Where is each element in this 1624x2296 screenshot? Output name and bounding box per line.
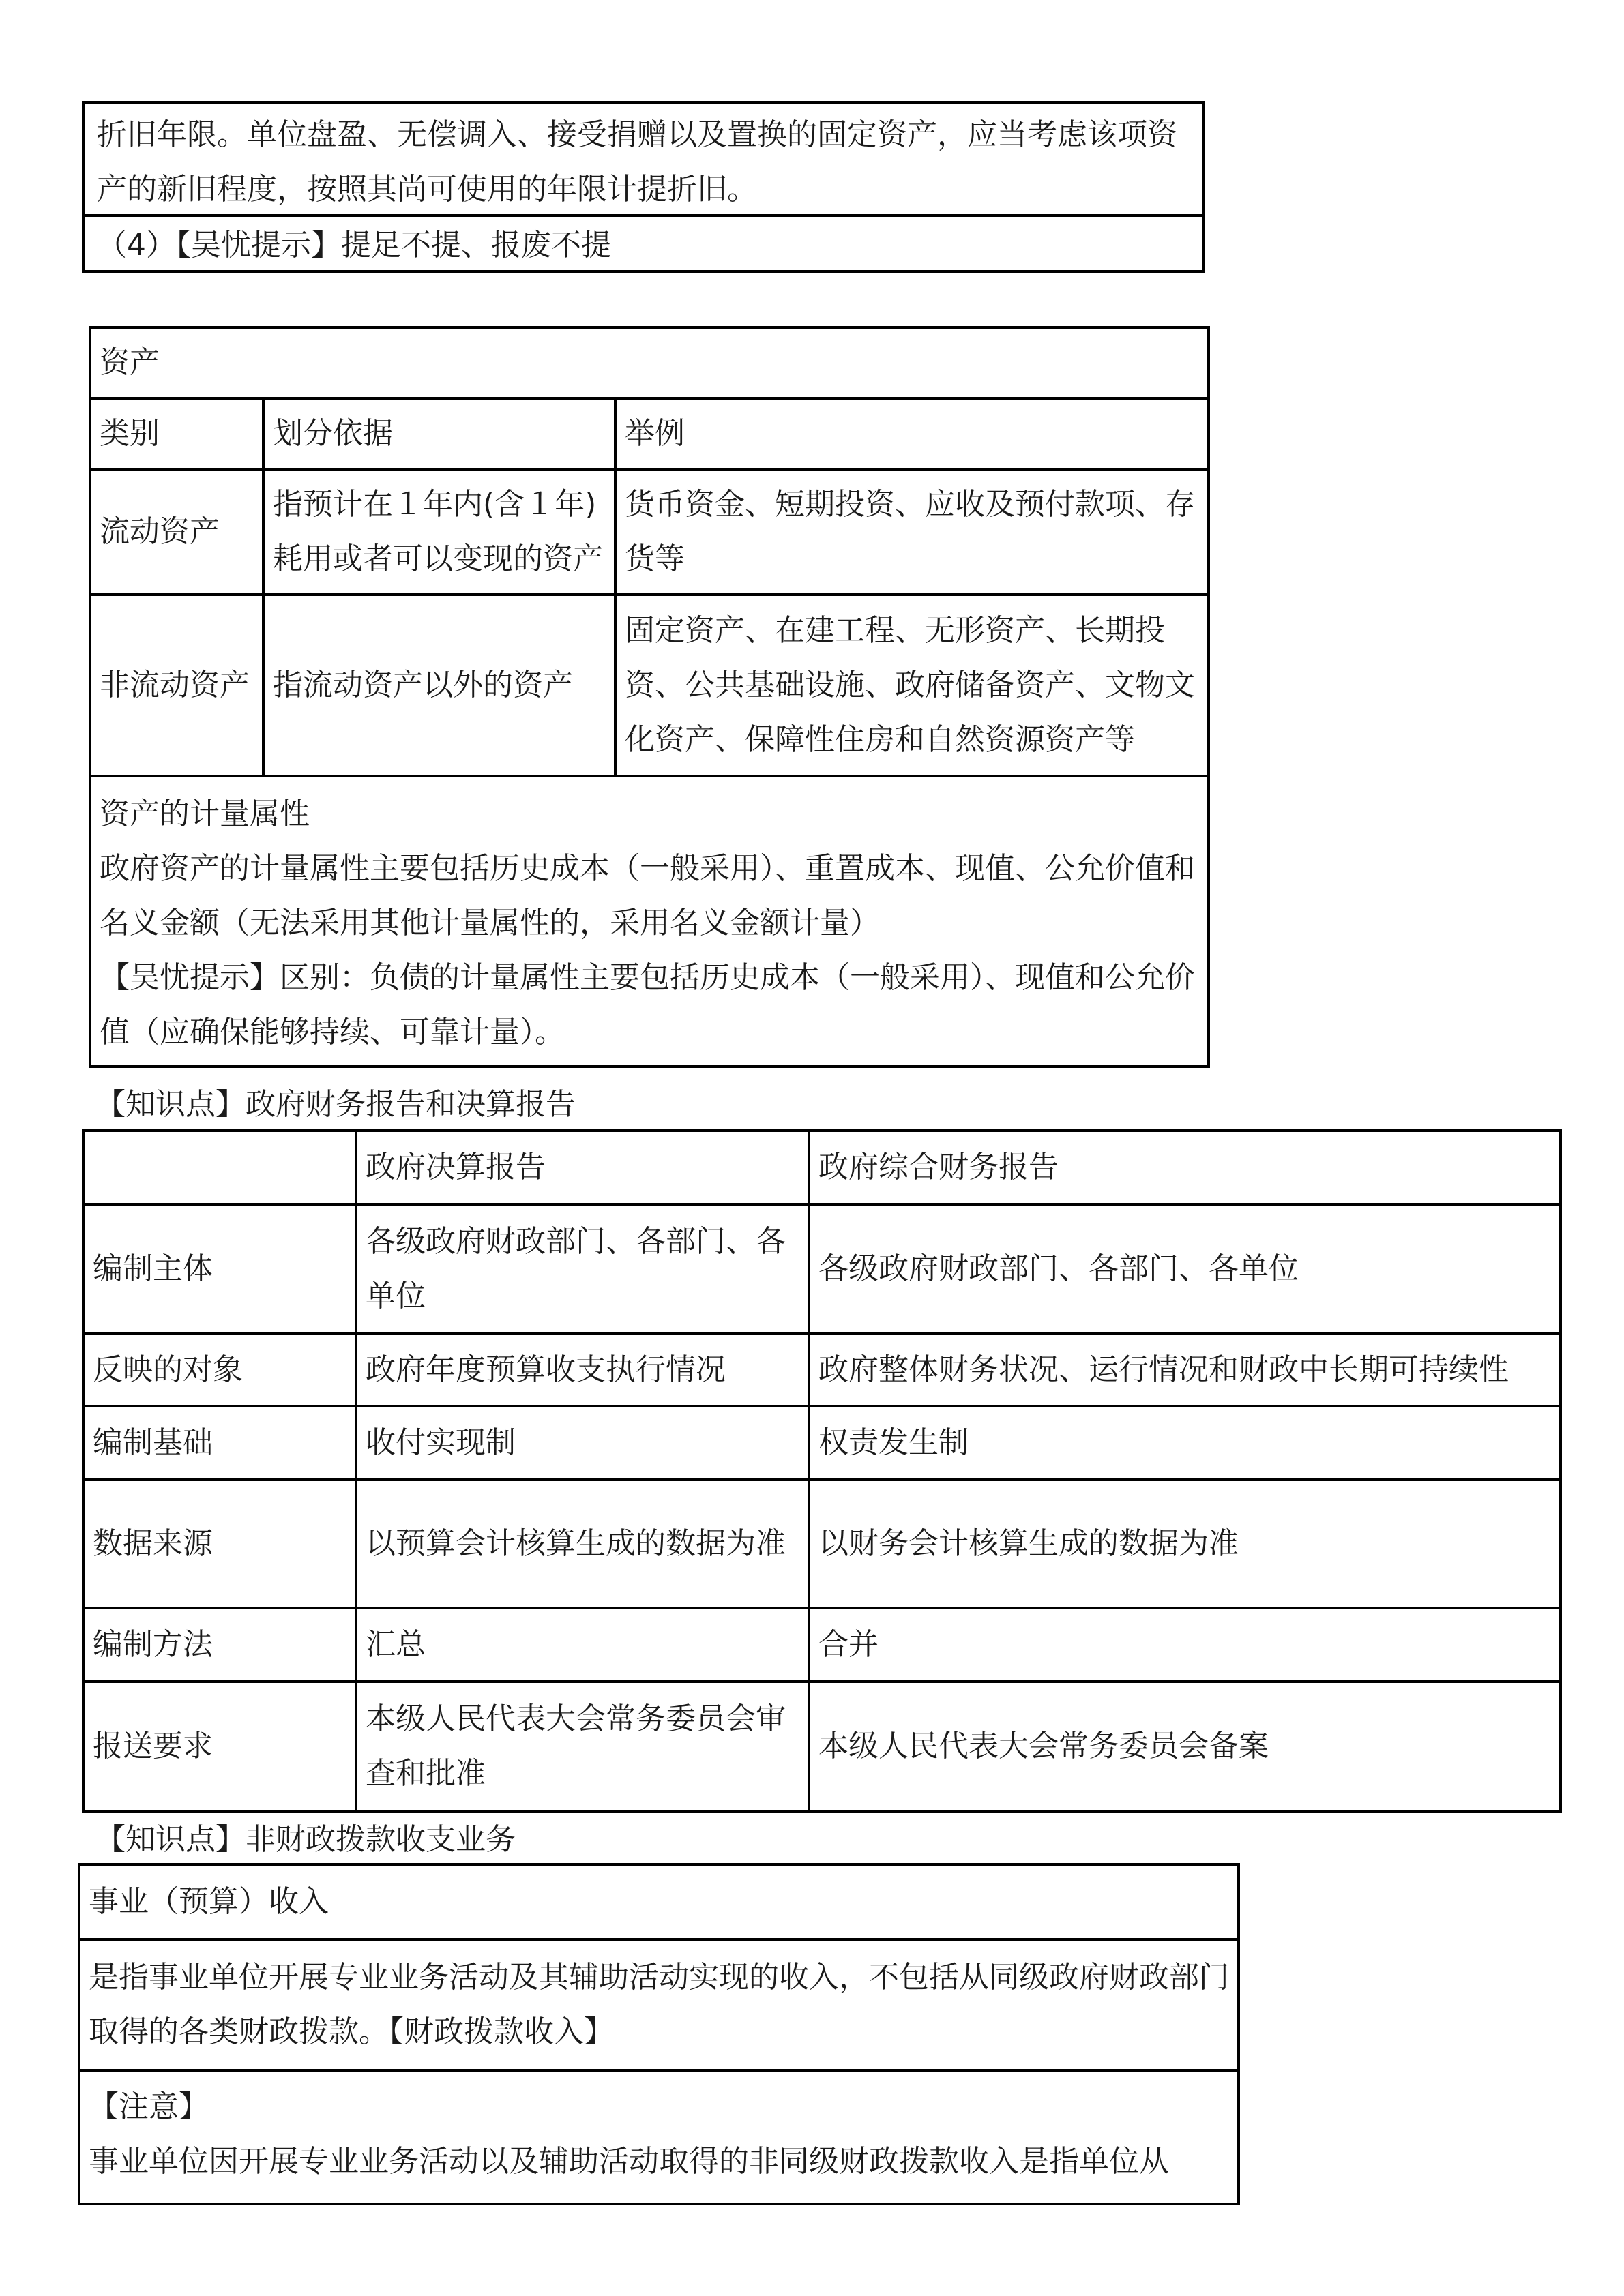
report-row-label: 反映的对象 bbox=[83, 1334, 356, 1406]
assets-row-noncurrent-examples: 固定资产、在建工程、无形资产、长期投资、公共基础设施、政府储备资产、文物文化资产、保障性住房和自然资源资产等 bbox=[615, 595, 1209, 776]
report-row-label: 数据来源 bbox=[83, 1480, 356, 1608]
assets-measure-cell bbox=[90, 776, 1209, 1067]
report-row-financial: 政府整体财务状况、运行情况和财政中长期可持续性 bbox=[809, 1334, 1561, 1406]
income-note-title: 【注意】 bbox=[89, 2089, 209, 2124]
assets-row-noncurrent-category: 非流动资产 bbox=[90, 595, 263, 776]
assets-title: 资产 bbox=[90, 327, 1209, 398]
report-row-financial: 本级人民代表大会常务委员会备案 bbox=[809, 1682, 1561, 1811]
income-title: 事业（预算）收入 bbox=[79, 1864, 1239, 1939]
report-row-label: 编制方法 bbox=[83, 1608, 356, 1682]
report-row-budget: 政府年度预算收支执行情况 bbox=[356, 1334, 809, 1406]
income-table bbox=[78, 1863, 1240, 2205]
report-row-budget: 收付实现制 bbox=[356, 1406, 809, 1480]
report-header-blank bbox=[83, 1131, 356, 1204]
report-row-financial: 各级政府财政部门、各部门、各单位 bbox=[809, 1204, 1561, 1334]
income-note-cell bbox=[79, 2070, 1239, 2204]
report-row-label: 编制主体 bbox=[83, 1204, 356, 1334]
assets-row-current-basis: 指预计在１年内(含１年)耗用或者可以变现的资产 bbox=[263, 469, 615, 595]
income-section-heading: 【知识点】非财政拨款收支业务 bbox=[95, 1822, 516, 1857]
top-continuation-box bbox=[82, 101, 1205, 273]
report-row-budget: 各级政府财政部门、各部门、各单位 bbox=[356, 1204, 809, 1334]
report-table bbox=[82, 1129, 1562, 1813]
report-row-financial: 合并 bbox=[809, 1608, 1561, 1682]
income-definition: 是指事业单位开展专业业务活动及其辅助活动实现的收入，不包括从同级政府财政部门取得的各类财政拨款。【财政拨款收入】 bbox=[79, 1939, 1239, 2070]
top-line-2: 产的新旧程度，按照其尚可使用的年限计提折旧。 bbox=[97, 172, 757, 207]
report-row-budget: 本级人民代表大会常务委员会审查和批准 bbox=[356, 1682, 809, 1811]
report-header-budget: 政府决算报告 bbox=[356, 1131, 809, 1204]
report-header-financial: 政府综合财务报告 bbox=[809, 1131, 1561, 1204]
assets-header-basis: 划分依据 bbox=[263, 398, 615, 469]
assets-row-noncurrent-basis: 指流动资产以外的资产 bbox=[263, 595, 615, 776]
report-row-financial: 权责发生制 bbox=[809, 1406, 1561, 1480]
assets-measure-tip: 【吴忧提示】区别：负债的计量属性主要包括历史成本（一般采用）、现值和公允价值（应确保能够持续、可靠计量）。 bbox=[100, 960, 1195, 1049]
assets-row-current-examples: 货币资金、短期投资、应收及预付款项、存货等 bbox=[615, 469, 1209, 595]
report-section-heading: 【知识点】政府财务报告和决算报告 bbox=[95, 1087, 576, 1122]
report-row-label: 报送要求 bbox=[83, 1682, 356, 1811]
assets-table bbox=[89, 326, 1210, 1068]
top-line-1: 折旧年限。单位盘盈、无偿调入、接受捐赠以及置换的固定资产，应当考虑该项资 bbox=[97, 117, 1177, 152]
report-row-budget: 汇总 bbox=[356, 1608, 809, 1682]
report-row-financial: 以财务会计核算生成的数据为准 bbox=[809, 1480, 1561, 1608]
income-note-text: 事业单位因开展专业业务活动以及辅助活动取得的非同级财政拨款收入是指单位从 bbox=[89, 2144, 1169, 2179]
assets-row-current-category: 流动资产 bbox=[90, 469, 263, 595]
assets-header-examples: 举例 bbox=[615, 398, 1209, 469]
assets-measure-title: 资产的计量属性 bbox=[100, 796, 310, 831]
top-note: （4）【吴忧提示】提足不提、报废不提 bbox=[97, 228, 611, 263]
assets-header-category: 类别 bbox=[90, 398, 263, 469]
report-row-budget: 以预算会计核算生成的数据为准 bbox=[356, 1480, 809, 1608]
report-row-label: 编制基础 bbox=[83, 1406, 356, 1480]
assets-measure-text: 政府资产的计量属性主要包括历史成本（一般采用）、重置成本、现值、公允价值和名义金额（无法采用其他计量属性的，采用名义金额计量） bbox=[100, 851, 1195, 940]
